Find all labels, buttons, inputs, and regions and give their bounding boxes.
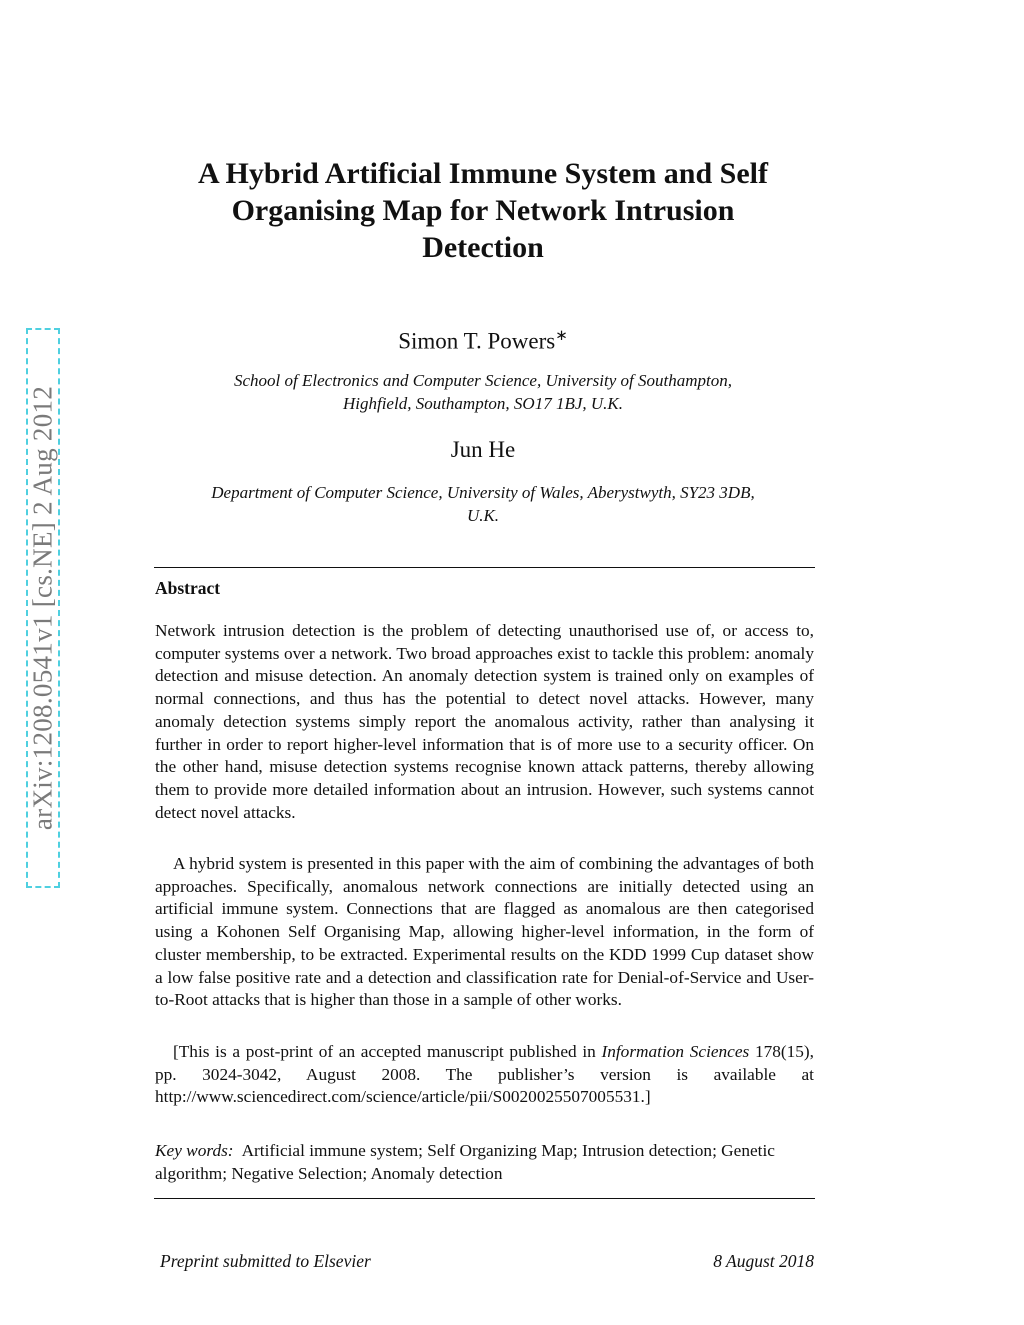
title-line-1: A Hybrid Artificial Immune System and Self [197, 157, 768, 190]
title-line-3: Detection [422, 231, 544, 264]
author-2-affiliation-line-1: Department of Computer Science, University of Wales, Aberystwyth, SY23 3DB, [211, 483, 755, 502]
abstract-top-rule [154, 567, 815, 568]
footer-preprint-note: Preprint submitted to Elsevier [160, 1251, 371, 1271]
publication-note-suffix: 178(15), pp. 3024-3042, August 2008. The publisher’s version is available at http://www.sciencedirect.com/science/article/pii/S0020025507005531.] [155, 1042, 814, 1107]
author-2 [150, 437, 816, 463]
publication-note-prefix: [This is a post-print of an accepted manuscript published in [173, 1042, 602, 1061]
keywords-label: Key words: [155, 1141, 234, 1160]
author-1-affiliation [150, 369, 816, 415]
abstract-heading: Abstract [155, 578, 221, 598]
title-line-2: Organising Map for Network Intrusion [231, 194, 735, 227]
author-1-affiliation-line-1: School of Electronics and Computer Science, University of Southampton, [234, 371, 732, 390]
author-1 [150, 326, 816, 355]
arxiv-stamp [26, 328, 60, 888]
publication-note [155, 1041, 814, 1109]
publication-note-journal: Information Sciences [601, 1042, 750, 1061]
footer-date: 8 August 2018 [713, 1251, 814, 1271]
author-2-name: Jun He [450, 437, 516, 462]
author-1-marker: ∗ [555, 328, 568, 344]
abstract-bottom-rule [154, 1198, 815, 1199]
paper-title [150, 155, 816, 266]
arxiv-identifier: arXiv:1208.0541v1 [cs.NE] 2 Aug 2012 [27, 385, 58, 831]
keywords [155, 1140, 814, 1185]
keywords-text: Artificial immune system; Self Organizing Map; Intrusion detection; Genetic algorithm; Negative Selection; Anomaly detection [155, 1141, 775, 1183]
author-1-name: Simon T. Powers [398, 328, 556, 354]
author-1-affiliation-line-2: Highfield, Southampton, SO17 1BJ, U.K. [342, 394, 623, 413]
author-2-affiliation-line-2: U.K. [466, 506, 500, 525]
abstract-paragraph-1: Network intrusion detection is the problem of detecting unauthorised use of, or access to, computer systems over a network. Two broad approaches exist to tackle this problem: anomaly detection and misuse detection. An anomaly detection system is trained only on examples of normal connections, and thus has the potential to detect novel attacks. However, many anomaly detection systems simply report the anomalous activity, rather than analysing it further in order to report higher-level information that is of more use to a security officer. On the other hand, misuse detection systems recognise known attack patterns, thereby allowing them to provide more detailed information about an intrusion. However, such systems cannot detect novel attacks. [155, 621, 814, 822]
abstract-paragraph-2: A hybrid system is presented in this paper with the aim of combining the advantages of both approaches. Specifically, anomalous network connections are initially detected using an artificial immune system. Connections that are flagged as anomalous are then categorised using a Kohonen Self Organising Map, allowing higher-level information, in the form of cluster membership, to be extracted. Experimental results on the KDD 1999 Cup dataset show a low false positive rate and a detection and classification rate for Denial-of-Service and User-to-Root attacks that is higher than those in a sample of other works. [155, 854, 814, 1010]
author-2-affiliation [150, 481, 816, 527]
